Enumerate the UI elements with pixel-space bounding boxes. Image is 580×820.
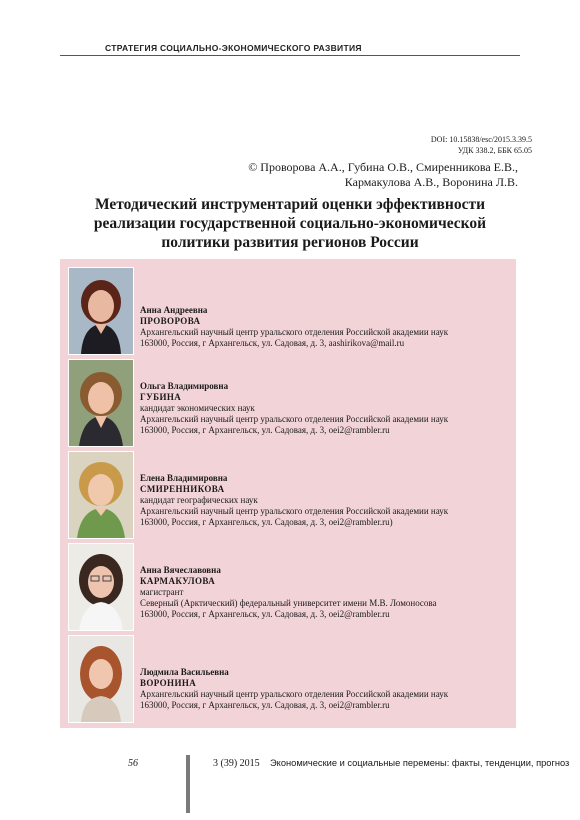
author-address: 163000, Россия, г Архангельск, ул. Садовая, д. 3, oei2@rambler.ru [140, 609, 390, 619]
title-line-1: Методический инструментарий оценки эффективности [94, 196, 486, 213]
title-line-2: реализации государственной социально-экономической [93, 215, 487, 232]
section-header: СТРАТЕГИЯ СОЦИАЛЬНО-ЭКОНОМИЧЕСКОГО РАЗВИТИЯ [105, 43, 362, 53]
author-first-name: Ольга Владимировна [140, 381, 229, 391]
header-divider [60, 55, 520, 56]
author-photo [68, 451, 134, 539]
author-card [60, 543, 516, 631]
author-address: 163000, Россия, г Архангельск, ул. Садовая, д. 3, oei2@rambler.ru) [140, 517, 393, 527]
title-line-3: политики развития регионов России [161, 234, 419, 251]
author-last-name: ВОРОНИНА [140, 678, 197, 688]
copyright-line-2: Кармакулова А.В., Воронина Л.В. [344, 175, 518, 189]
doi: DOI: 10.15838/esc/2015.3.39.5 [430, 135, 532, 144]
author-last-name: СМИРЕННИКОВА [140, 484, 225, 494]
author-affiliation: Архангельский научный центр уральского отделения Российской академии наук [140, 414, 449, 424]
author-last-name: КАРМАКУЛОВА [140, 576, 216, 586]
author-address: 163000, Россия, г Архангельск, ул. Садовая, д. 3, oei2@rambler.ru [140, 425, 390, 435]
author-photo [68, 359, 134, 447]
author-last-name: ПРОВОРОВА [140, 316, 201, 326]
author-first-name: Елена Владимировна [140, 473, 228, 483]
author-affiliation: Северный (Арктический) федеральный университет имени М.В. Ломоносова [140, 598, 437, 608]
author-photo [68, 543, 134, 631]
issue-number: 3 (39) 2015 [213, 758, 260, 769]
author-degree: кандидат экономических наук [140, 403, 255, 413]
author-address: 163000, Россия, г Архангельск, ул. Садовая, д. 3, oei2@rambler.ru [140, 700, 390, 710]
author-photo [68, 267, 134, 355]
author-degree: кандидат географических наук [140, 495, 258, 505]
author-affiliation: Архангельский научный центр уральского отделения Российской академии наук [140, 689, 449, 699]
author-card [60, 267, 516, 355]
author-last-name: ГУБИНА [140, 392, 182, 402]
author-photo [68, 635, 134, 723]
article-title [60, 195, 520, 252]
author-affiliation: Архангельский научный центр уральского отделения Российской академии наук [140, 506, 449, 516]
author-card [60, 635, 516, 723]
author-info [140, 473, 448, 528]
authors-panel [60, 259, 516, 728]
journal-name: Экономические и социальные перемены: факты, тенденции, прогноз [270, 758, 570, 768]
author-first-name: Анна Вячеславовна [140, 565, 221, 575]
udk-code: УДК 338.2, ББК 65.05 [457, 146, 532, 155]
author-first-name: Людмила Васильевна [140, 667, 229, 677]
page-number: 56 [128, 758, 138, 769]
author-first-name: Анна Андреевна [140, 305, 208, 315]
author-affiliation: Архангельский научный центр уральского отделения Российской академии наук [140, 327, 449, 337]
author-info [140, 565, 437, 620]
author-address: 163000, Россия, г Архангельск, ул. Садовая, д. 3, aashirikova@mail.ru [140, 338, 405, 348]
author-info [140, 305, 448, 349]
author-info [140, 667, 448, 711]
footer-divider [186, 755, 190, 813]
author-card [60, 359, 516, 447]
author-card [60, 451, 516, 539]
author-degree: магистрант [140, 587, 184, 597]
author-info [140, 381, 448, 436]
copyright-line-1: © Проворова А.А., Губина О.В., Смиренникова Е.В., [248, 160, 518, 174]
